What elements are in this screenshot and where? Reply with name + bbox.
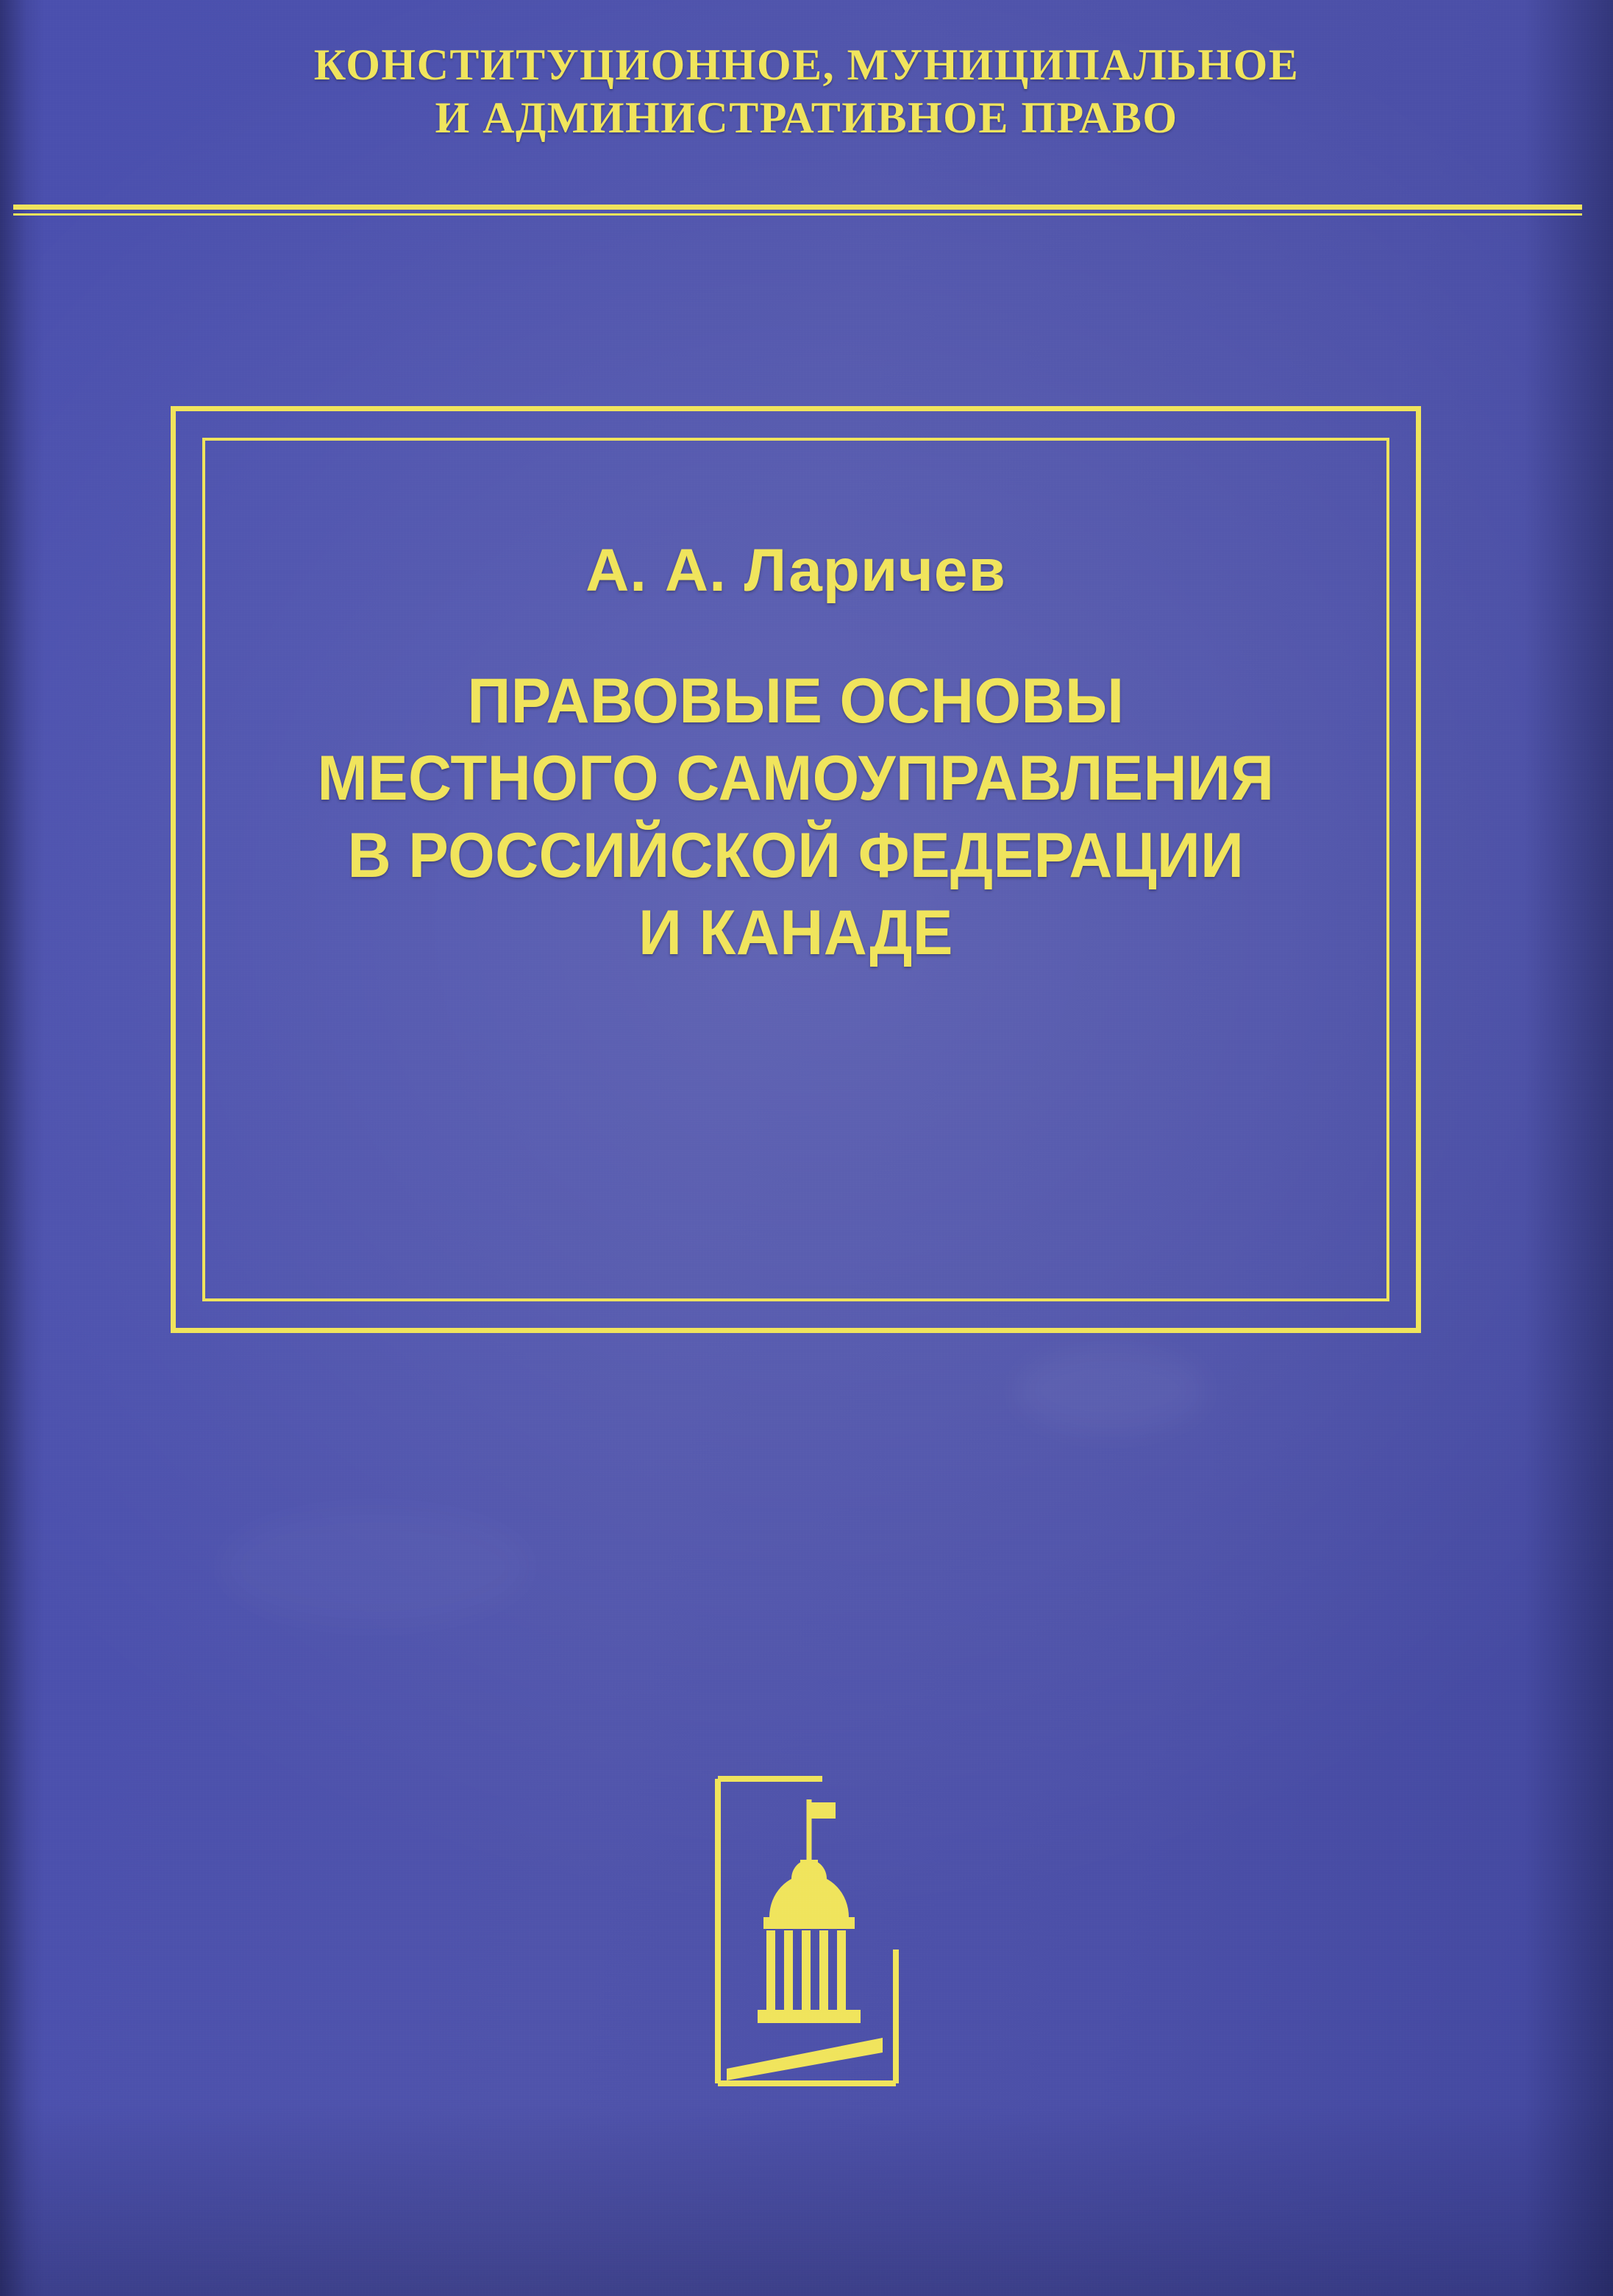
author-name: А. А. Ларичев — [585, 537, 1006, 604]
series-line-1: КОНСТИТУЦИОННОЕ, МУНИЦИПАЛЬНОЕ — [313, 40, 1300, 89]
scan-artifact — [1015, 1346, 1206, 1435]
spine-shading — [0, 0, 44, 2296]
title-line-3: В РОССИЙСКОЙ ФЕДЕРАЦИИ — [347, 820, 1245, 891]
title-line-4: И КАНАДЕ — [638, 897, 953, 968]
scan-artifact — [221, 1508, 530, 1626]
right-edge-shading — [1525, 0, 1613, 2296]
series-heading — [0, 38, 1613, 144]
divider-rule-thick — [13, 205, 1582, 210]
title-frame-outer — [171, 406, 1421, 1333]
divider-rule-thin — [13, 213, 1582, 216]
title-line-2: МЕСТНОГО САМОУПРАВЛЕНИЯ — [317, 742, 1275, 814]
series-line-2: И АДМИНИСТРАТИВНОЕ ПРАВО — [435, 93, 1178, 142]
publisher-emblem-icon — [712, 1773, 902, 2089]
bottom-shading — [0, 2105, 1613, 2296]
title-block — [176, 536, 1416, 972]
series-divider — [13, 205, 1582, 215]
title-line-1: ПРАВОВЫЕ ОСНОВЫ — [467, 666, 1125, 736]
